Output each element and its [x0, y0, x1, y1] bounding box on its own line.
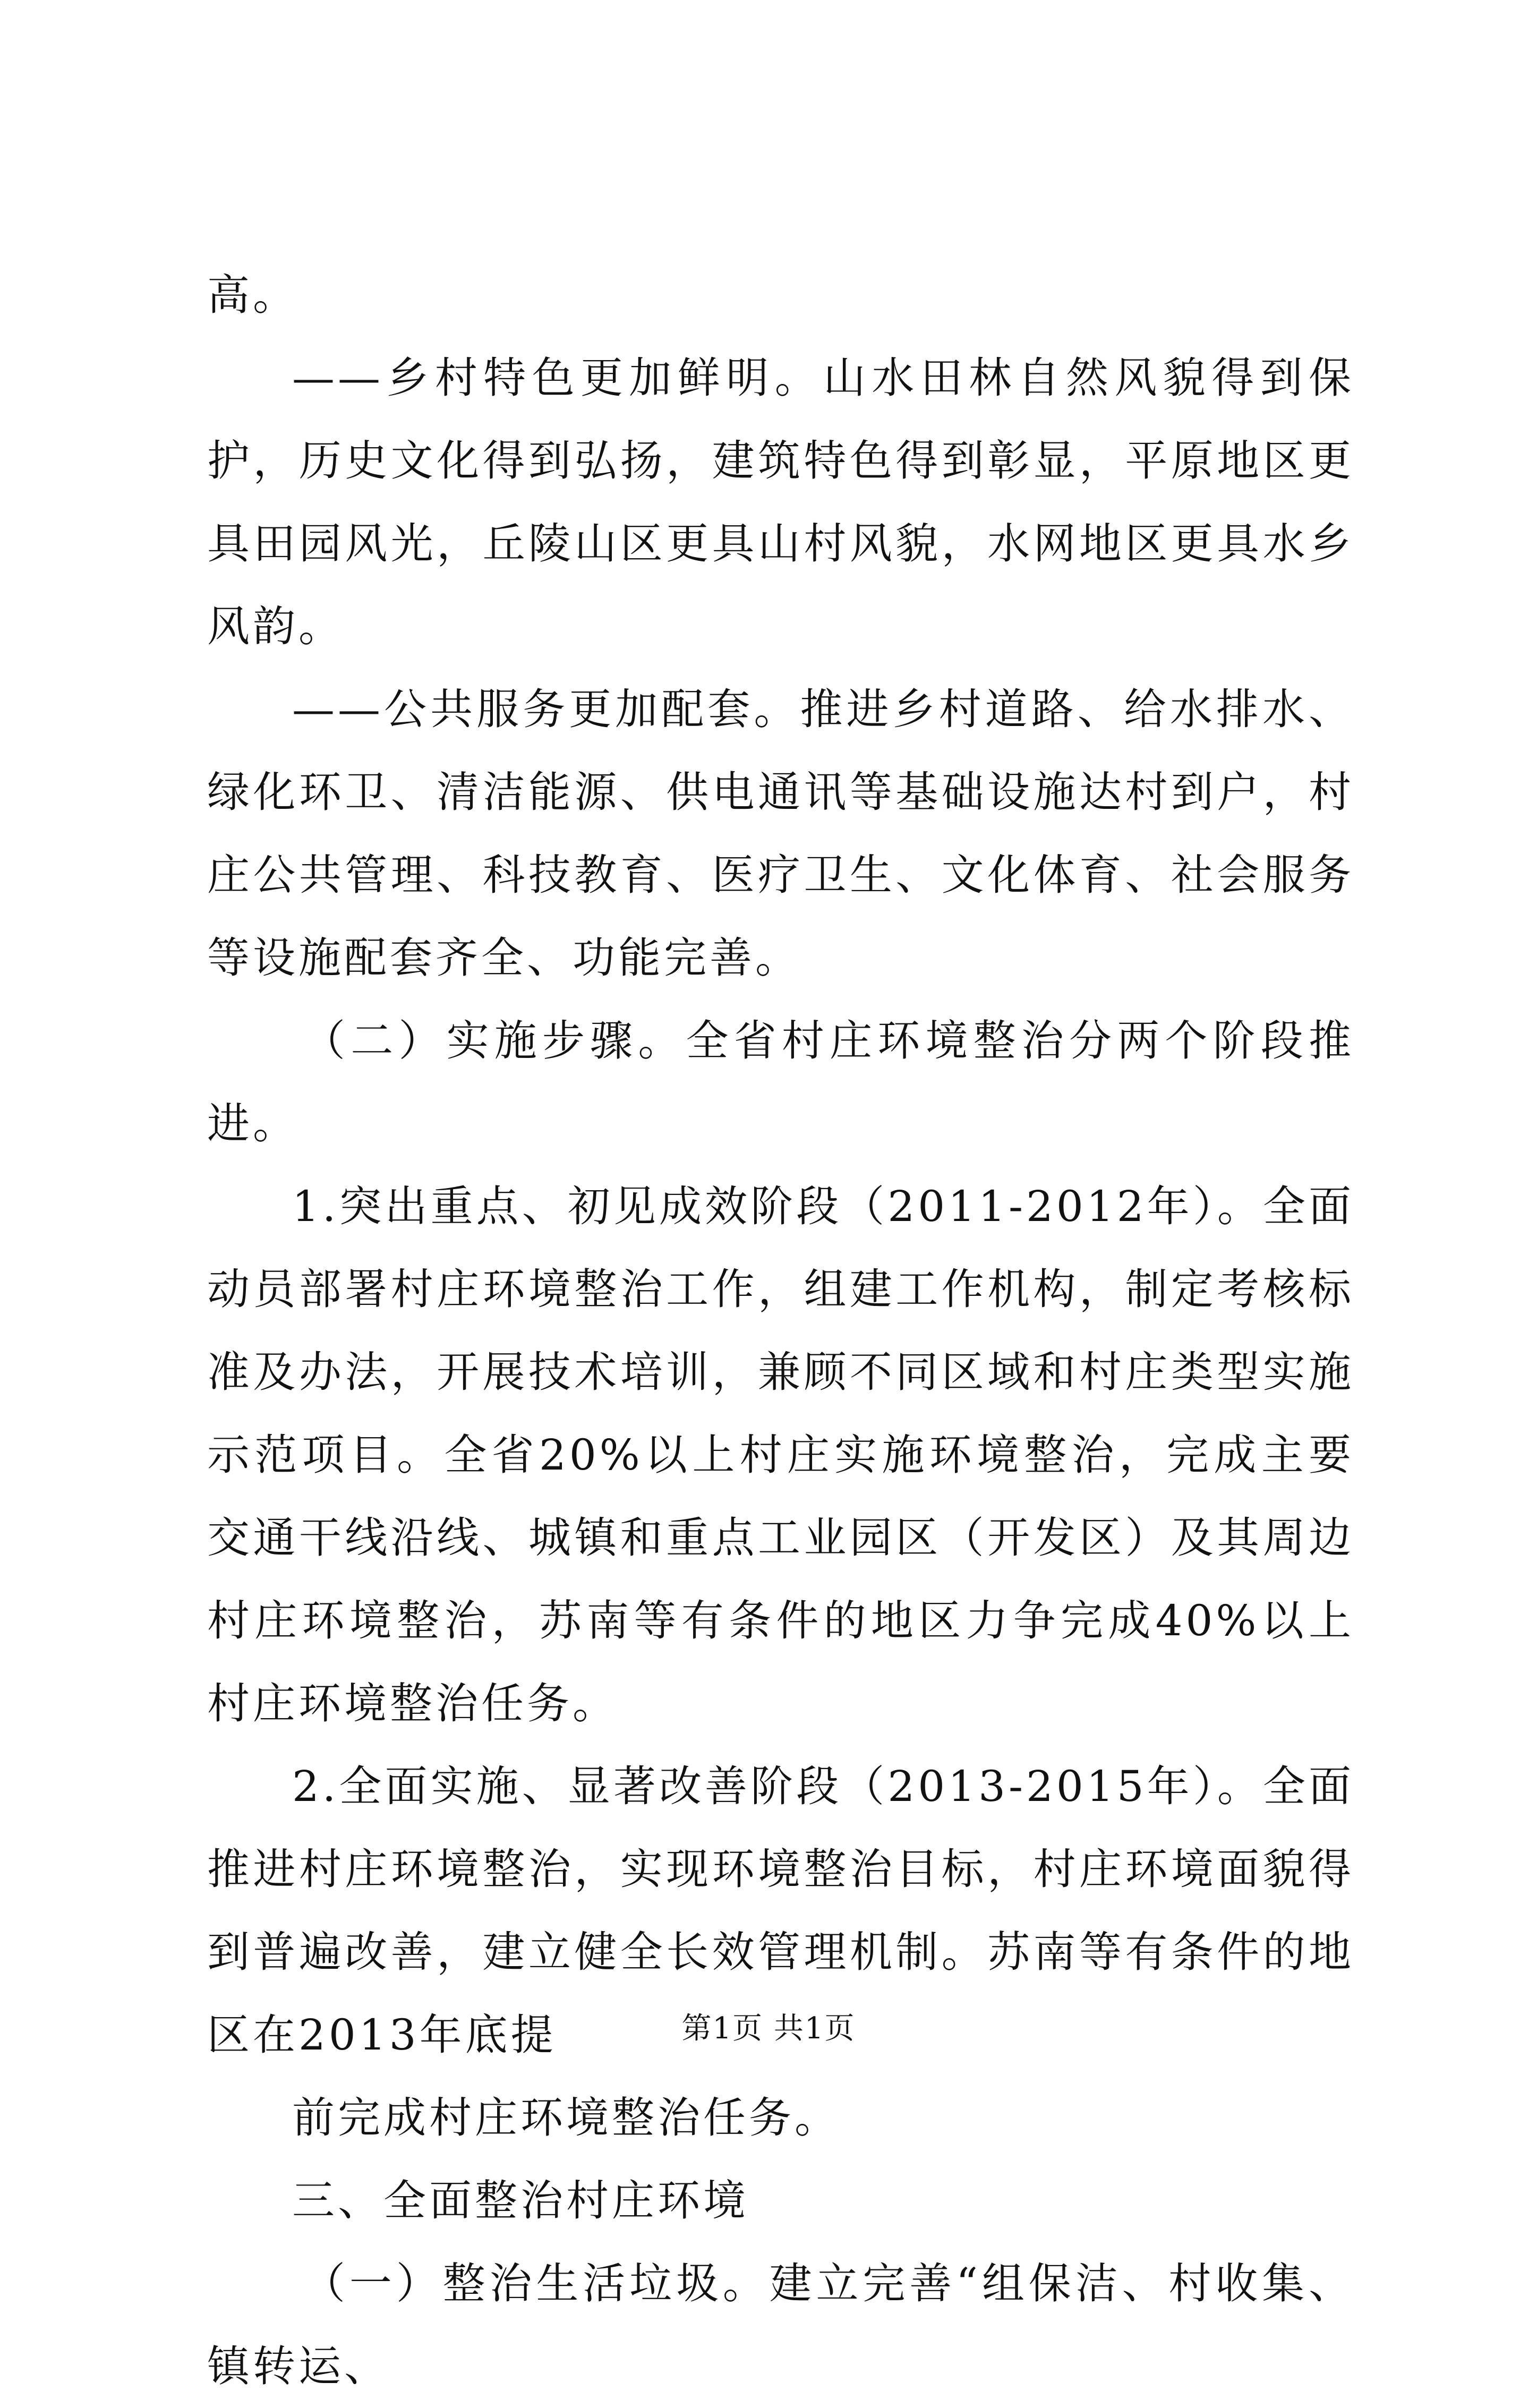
paragraph-continuation: 高。: [207, 270, 298, 320]
paragraph-stage-one: 1.突出重点、初见成效阶段（2011-2012年）。全面动员部署村庄环境整治工作，组建工作机构，制定考核标准及办法，开展技术培训，兼顾不同区域和村庄类型实施示范项目。全省20%以上村庄实施环境整治，完成主要交通干线沿线、城镇和重点工业园区（开发区）及其周边村庄环境整治，苏南等有条件的地区力争完成40%以上村庄环境整治任务。: [207, 1182, 1354, 1728]
paragraph-stage-two: 2.全面实施、显著改善阶段（2013-2015年）。全面推进村庄环境整治，实现环境整治目标，村庄环境面貌得到普遍改善，建立健全长效管理机制。苏南等有条件的地区在2013年底提: [207, 1762, 1354, 2060]
paragraph-stage-two-continued: 前完成村庄环境整治任务。: [292, 2093, 840, 2142]
paragraph-garbage-rectification: （一）整治生活垃圾。建立完善“组保洁、村收集、镇转运、: [207, 2259, 1354, 2391]
document-body: [207, 254, 1354, 2408]
section-heading-three: 三、全面整治村庄环境: [292, 2176, 749, 2225]
page-footer: 第1页 共1页: [681, 2011, 856, 2046]
paragraph-public-services: ——公共服务更加配套。推进乡村道路、给水排水、绿化环卫、清洁能源、供电通讯等基础设施达村到户，村庄公共管理、科技教育、医疗卫生、文化体育、社会服务等设施配套齐全、功能完善。: [207, 685, 1354, 983]
paragraph-rural-features: ——乡村特色更加鲜明。山水田林自然风貌得到保护，历史文化得到弘扬，建筑特色得到彰显，平原地区更具田园风光，丘陵山区更具山村风貌，水网地区更具水乡风韵。: [207, 353, 1354, 651]
paragraph-implementation-steps: （二）实施步骤。全省村庄环境整治分两个阶段推进。: [207, 1016, 1354, 1148]
